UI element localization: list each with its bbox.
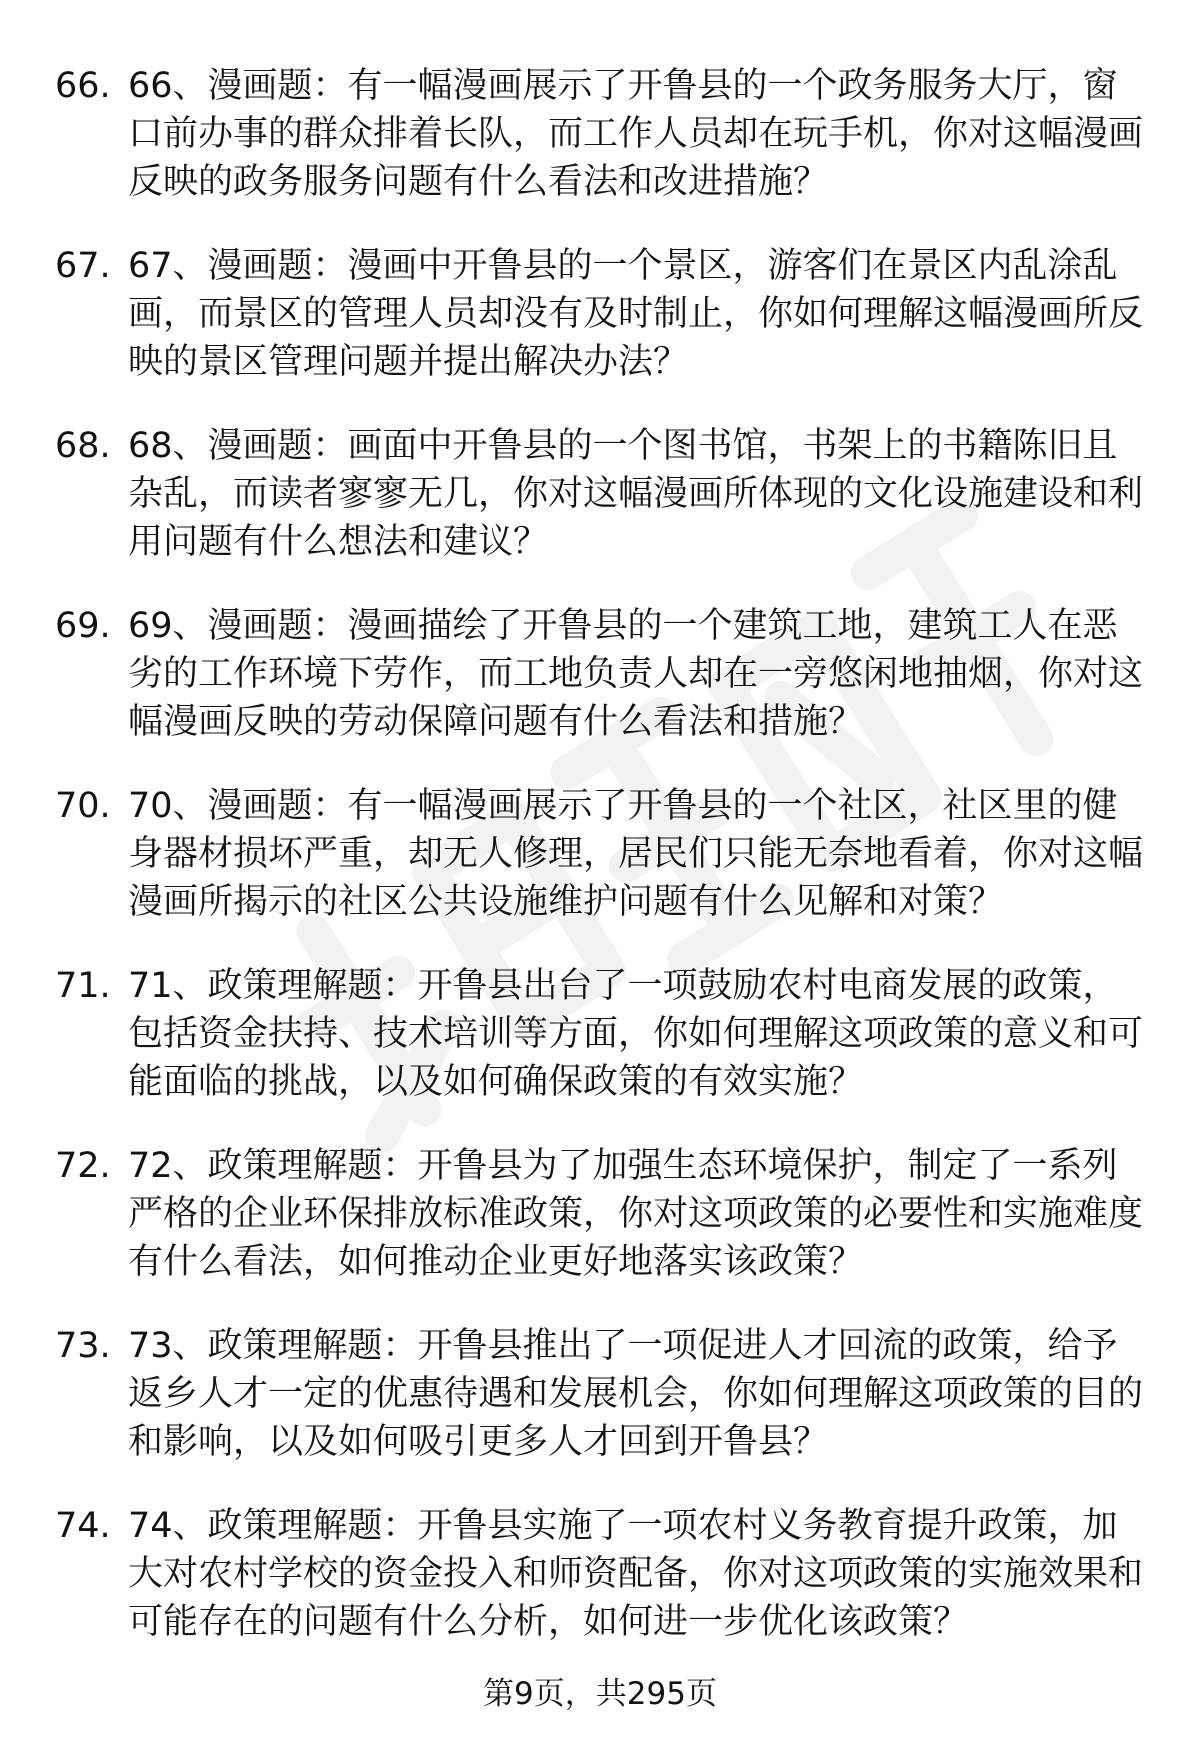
question-number: 72. (55, 1146, 111, 1186)
question-text: 74、政策理解题：开鲁县实施了一项农村义务教育提升政策，加大对农村学校的资金投入和师资配备，你对这项政策的实施效果和可能存在的问题有什么分析，如何进一步优化该政策？ (128, 1506, 1144, 1642)
question-text: 70、漫画题：有一幅漫画展示了开鲁县的一个社区，社区里的健身器材损坏严重，却无人修理，居民们只能无奈地看着，你对这幅漫画所揭示的社区公共设施维护问题有什么见解和对策？ (128, 786, 1144, 922)
question-text: 67、漫画题：漫画中开鲁县的一个景区，游客们在景区内乱涂乱画，而景区的管理人员却没有及时制止，你如何理解这幅漫画所反映的景区管理问题并提出解决办法？ (128, 246, 1144, 382)
question-number: 67. (55, 246, 111, 286)
question-number: 71. (55, 966, 111, 1006)
question-number: 74. (55, 1506, 111, 1546)
question-text: 72、政策理解题：开鲁县为了加强生态环境保护，制定了一系列严格的企业环保排放标准政策，你对这项政策的必要性和实施难度有什么看法，如何推动企业更好地落实该政策？ (128, 1146, 1144, 1282)
page-footer: 第9页，共295页 (483, 1676, 717, 1712)
question-text: 71、政策理解题：开鲁县出台了一项鼓励农村电商发展的政策，包括资金扶持、技术培训等方面，你如何理解这项政策的意义和可能面临的挑战，以及如何确保政策的有效实施？ (128, 966, 1144, 1102)
question-text: 69、漫画题：漫画描绘了开鲁县的一个建筑工地，建筑工人在恶劣的工作环境下劳作，而工地负责人却在一旁悠闲地抽烟，你对这幅漫画反映的劳动保障问题有什么看法和措施？ (128, 606, 1144, 742)
question-text: 66、漫画题：有一幅漫画展示了开鲁县的一个政务服务大厅，窗口前办事的群众排着长队，而工作人员却在玩手机，你对这幅漫画反映的政务服务问题有什么看法和改进措施？ (128, 66, 1144, 202)
question-number: 69. (55, 606, 111, 646)
question-number: 70. (55, 786, 111, 826)
question-number: 66. (55, 66, 111, 106)
question-number: 73. (55, 1326, 111, 1366)
question-text: 68、漫画题：画面中开鲁县的一个图书馆，书架上的书籍陈旧且杂乱，而读者寥寥无几，你对这幅漫画所体现的文化设施建设和利用问题有什么想法和建议？ (128, 426, 1144, 562)
question-number: 68. (55, 426, 111, 466)
question-text: 73、政策理解题：开鲁县推出了一项促进人才回流的政策，给予返乡人才一定的优惠待遇和发展机会，你如何理解这项政策的目的和影响，以及如何吸引更多人才回到开鲁县？ (128, 1326, 1144, 1462)
